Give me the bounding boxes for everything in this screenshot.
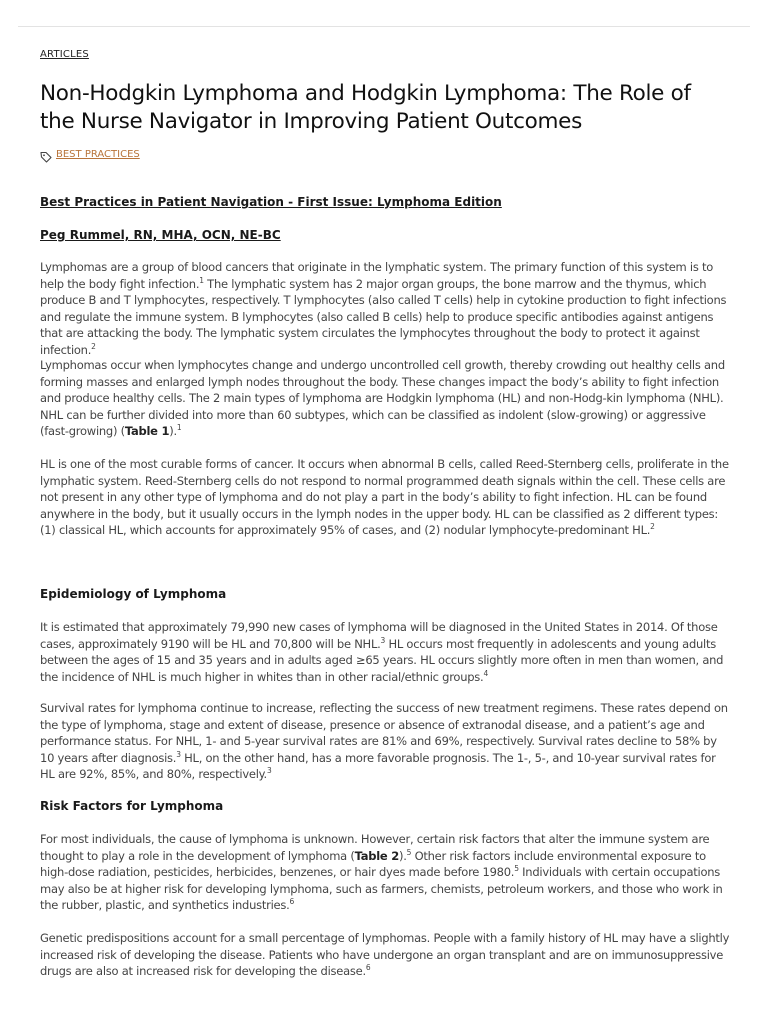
paragraph-survival: Survival rates for lymphoma continue to increase, reflecting the success of new treatment regimens. These rates depend on the type of lymphoma, stage and extent of disease, presence or absence of extranodal disease, and a patient’s age and performance status. For NHL, 1- and 5-year survival rates are 81% and 69%, respectively. Survival rates decline to 58% by 10 years after diagnosis.$^3$ HL, on the other hand, has a more favorable prognosis. The 1-, 5-, and 10-year survival rates for HL are 92%, 85%, and 80%, respectively.$^3$ bbox=[40, 701, 728, 781]
tag-row bbox=[40, 148, 140, 160]
top-divider bbox=[18, 26, 750, 27]
section-heading-epidemiology: Epidemiology of Lymphoma bbox=[40, 587, 227, 601]
paragraph-lymphoma-types: Lymphomas occur when lymphocytes change and undergo uncontrolled cell growth, thereby crowding out healthy cells and forming masses and enlarged lymph nodes throughout the body. These changes impact the body’s ability to fight infection and produce healthy cells. The 2 main types of lymphoma are Hodgkin lymphoma (HL) and non-Hodg-kin lymphoma (NHL). NHL can be further divided into more than 60 subtypes, which can be classified as indolent (slow-growing) or aggressive (fast-growing) (Table 1).$^1$ bbox=[40, 358, 725, 438]
paragraph-genetics: Genetic predispositions account for a small percentage of lymphomas. People with a family history of HL may have a slightly increased risk of developing the disease. Patients who have undergone an organ transplant and are on immunosuppressive drugs are also at increased risk for developing the disease.$^6$ bbox=[40, 931, 730, 978]
table-2-ref: Table 2 bbox=[354, 848, 399, 863]
issue-line[interactable]: Best Practices in Patient Navigation - First Issue: Lymphoma Edition bbox=[40, 195, 502, 209]
section-heading-risk-factors: Risk Factors for Lymphoma bbox=[40, 799, 224, 813]
paragraph-hl: HL is one of the most curable forms of cancer. It occurs when abnormal B cells, called Reed-Sternberg cells, proliferate in the lymphatic system. Reed-Sternberg cells do not respond to normal programmed death signals within the cell. These cells are not present in any other type of lymphoma and do not play a part in the body’s ability to fight infection. HL can be found anywhere in the body, but it usually occurs in the lymph nodes in the upper body. HL can be classified as 2 different types: (1) classical HL, which accounts for approximately 95% of cases, and (2) nodular lymphocyte-predominant HL.$^2$ bbox=[40, 457, 729, 537]
tag-best-practices-link[interactable]: BEST PRACTICES bbox=[56, 148, 140, 160]
tag-icon bbox=[40, 148, 52, 160]
paragraph-risk-factors: For most individuals, the cause of lymphoma is unknown. However, certain risk factors that alter the immune system are thought to play a role in the development of lymphoma (Table 2).$^5$ Other risk factors include environmental exposure to high-dose radiation, pesticides, herbicides, benzenes, or hair dyes made before 1980.$^5$ Individuals with certain occupations may also be at higher risk for developing lymphoma, such as farmers, chemists, petroleum workers, and those who work in the rubber, plastic, and synthetics industries.$^6$ bbox=[40, 832, 723, 912]
author-link[interactable]: Peg Rummel, RN, MHA, OCN, NE-BC bbox=[40, 228, 281, 242]
category-link[interactable]: ARTICLES bbox=[40, 49, 89, 60]
paragraph-intro: Lymphomas are a group of blood cancers that originate in the lymphatic system. The primary function of this system is to help the body fight infection.$^1$ The lymphatic system has 2 major organ groups, the bone marrow and the thymus, which produce B and T lymphocytes, respectively. T lymphocytes (also called T cells) help in cytokine production to fight infections and regulate the immune system. B lymphocytes (also called B cells) help to produce specific antibodies against antigens that are attacking the body. The lymphatic system circulates the lymphocytes throughout the body to protect it against infection.$^2$ bbox=[40, 260, 727, 357]
paragraph-epidemiology: It is estimated that approximately 79,990 new cases of lymphoma will be diagnosed in the United States in 2014. Of those cases, approximately 9190 will be HL and 70,800 will be NHL.$^3$ HL occurs most frequently in adolescents and young adults between the ages of 15 and 35 years and in adults aged ≥65 years. HL occurs slightly more often in men than women, and the incidence of NHL is much higher in whites than in other racial/ethnic groups.$^4$ bbox=[40, 620, 724, 684]
article-title: Non-Hodgkin Lymphoma and Hodgkin Lymphoma: The Role of the Nurse Navigator in Improving Patient Outcomes bbox=[40, 81, 691, 134]
table-1-ref: Table 1 bbox=[124, 424, 170, 438]
